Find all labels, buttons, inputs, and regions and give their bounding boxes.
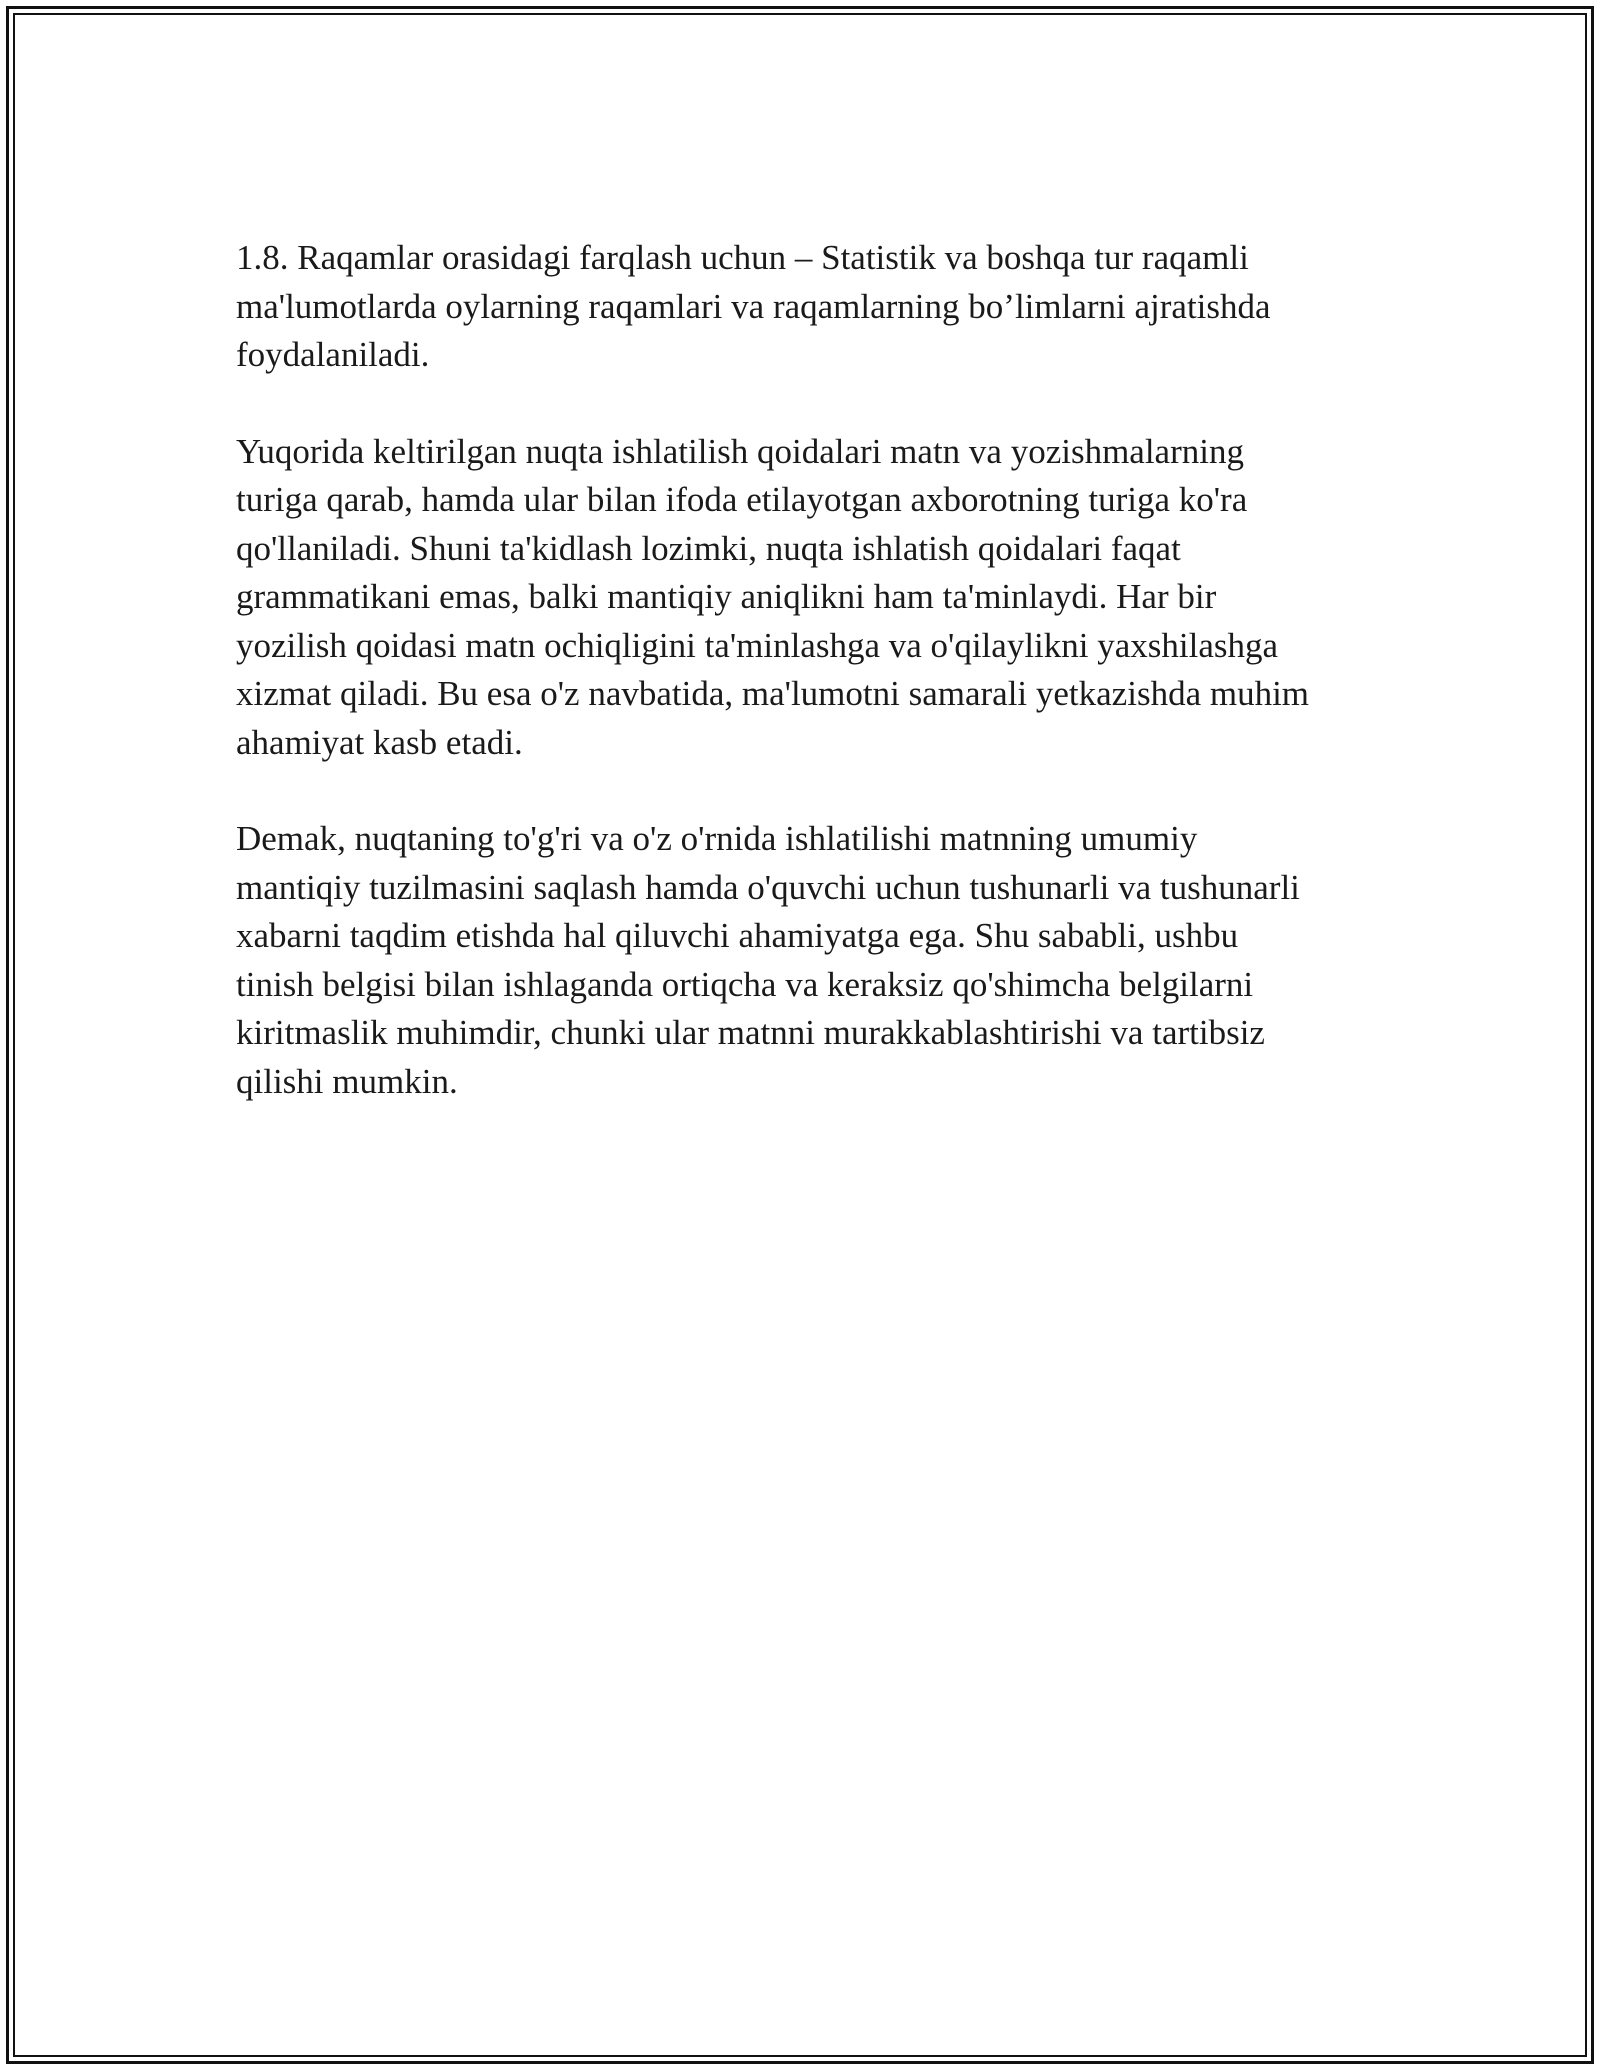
paragraph-rules-application: Yuqorida keltirilgan nuqta ishlatilish qoidalari matn va yozishmalarning turiga qarab, hamda ular bilan ifoda etilayotgan axborotning turiga ko'ra qo'llaniladi. Shuni ta'kidlash lozimki, nuqta ishlatish qoidalari faqat grammatikani emas, balki mantiqiy aniqlikni ham ta'minlaydi. Har bir yozilish qoidasi matn ochiqligini ta'minlashga va o'qilaylikni yaxshilashga xizmat qiladi. Bu esa o'z navbatida, ma'lumotni samarali yetkazishda muhim ahamiyat kasb etadi. <box>236 431 1310 762</box>
paragraph-conclusion: Demak, nuqtaning to'g'ri va o'z o'rnida ishlatilishi matnning umumiy mantiqiy tuzilmasini saqlash hamda o'quvchi uchun tushunarli va tushunarli xabarni taqdim etishda hal qiluvchi ahamiyatga ega. Shu sababli, ushbu tinish belgisi bilan ishlaganda ortiqcha va keraksiz qo'shimcha belgilarni kiritmaslik muhimdir, chunki ular matnni murakkablashtirishi va tartibsiz qilishi mumkin. <box>236 819 1300 1101</box>
document-body <box>236 234 1396 1154</box>
paragraph-numbers-separator: 1.8. Raqamlar orasidagi farqlash uchun – Statistik va boshqa tur raqamli ma'lumotlarda oylarning raqamlari va raqamlarning bo’limlarni ajratishda foydalaniladi. <box>236 238 1271 374</box>
